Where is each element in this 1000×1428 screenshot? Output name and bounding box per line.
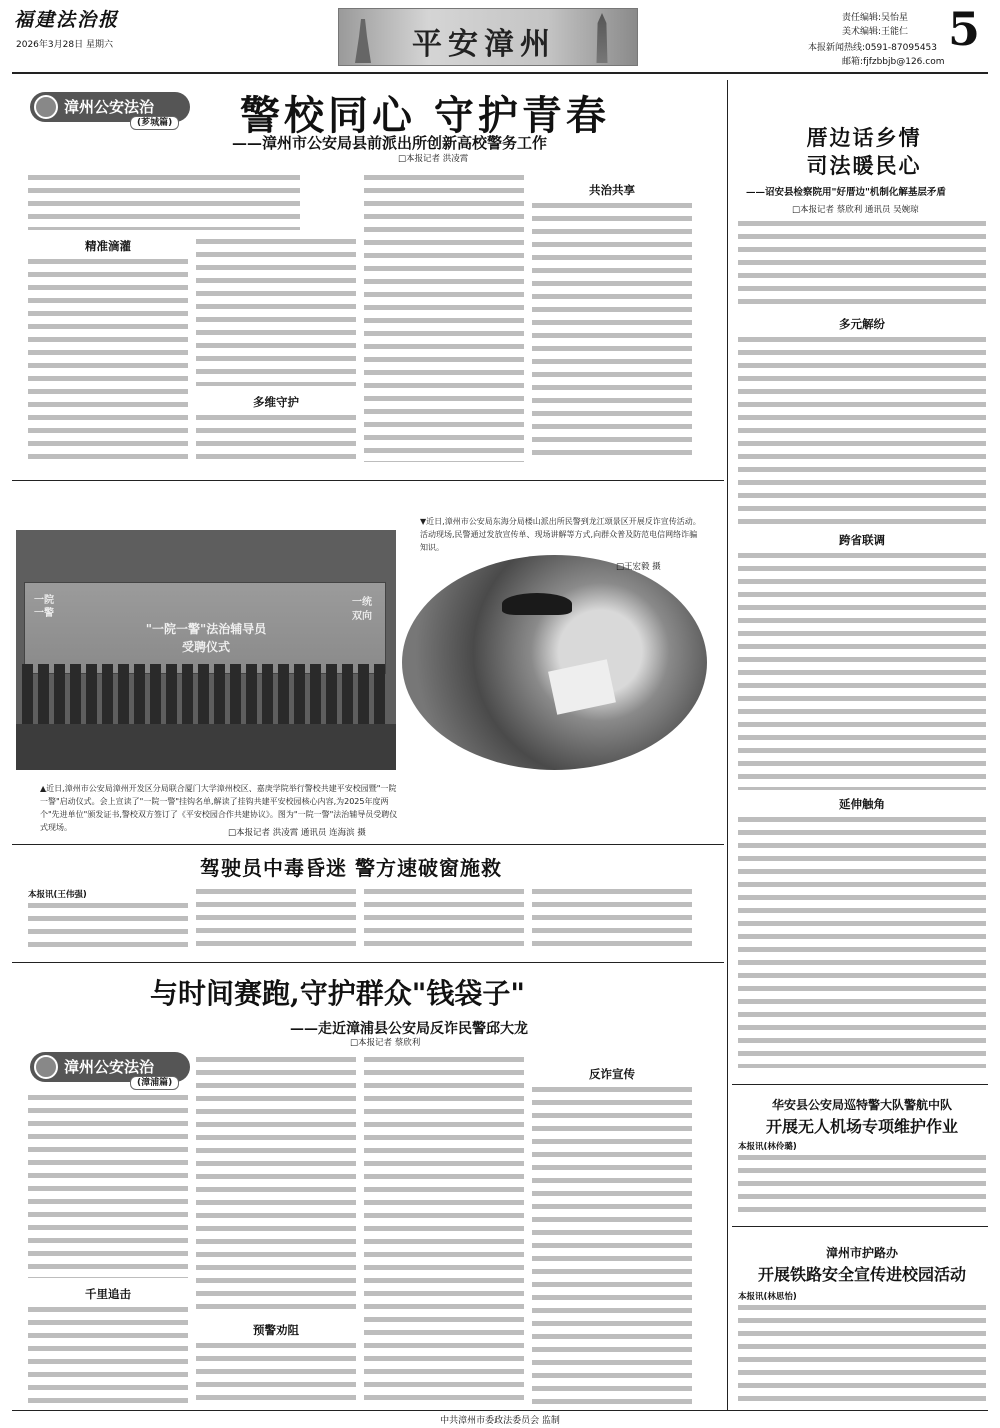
right-article-title-1: 厝边话乡情 (806, 125, 922, 150)
brief-divider-1 (732, 1084, 988, 1085)
right-text-1 (738, 218, 986, 308)
section-badge-xiangcheng (30, 92, 190, 128)
footer-divider (12, 1410, 988, 1411)
hotline: 本报新闻热线:0591-87095453 (808, 43, 937, 53)
leaflet-icon (548, 659, 616, 715)
patrol-credit: □王宏毅 摄 (616, 562, 661, 572)
email: 邮箱:fjfzbbjb@126.com (842, 57, 945, 67)
right-heading-1: 多元解纷 (839, 317, 885, 331)
masthead (0, 0, 1000, 70)
main-article-lead (28, 172, 300, 230)
brief1-text (738, 1152, 986, 1216)
badge-label: 漳州公安法治 (64, 1058, 155, 1076)
right-article-subtitle: ——诏安县检察院用"好厝边"机制化解基层矛盾 (746, 187, 946, 198)
wallet-col1-text-b (28, 1304, 188, 1406)
photo-screen-main-text: "一院一警"法治辅导员 受聘仪式 (145, 622, 267, 654)
wallet-col2-text-b (196, 1340, 356, 1406)
brief2-lead: 本报讯(林思怡) (738, 1292, 797, 1302)
wallet-col4-text (532, 1084, 692, 1406)
ceremony-caption: ▲近日,漳州市公安局漳州开发区分局联合厦门大学漳州校区、嘉庚学院举行警校共建平安校园暨"一院一警"启动仪式。会上宣读了"一院一警"挂钩名单,解读了挂钩共建平安校园核心内容,为2025年度两个"先进单位"颁发证书,警校双方签订了《平安校园合作共建协议》。图为"一院一警"法治辅导员受聘仪式现场。 (40, 784, 398, 832)
page-number: 5 (948, 2, 981, 56)
main-article-subtitle: ——漳州市公安局县前派出所创新高校警务工作 (232, 134, 548, 152)
right-heading-2: 跨省联调 (839, 533, 885, 547)
brief1-kicker: 华安县公安局巡特警大队警航中队 (771, 1098, 952, 1112)
editor-2: 美术编辑:王能仁 (842, 27, 909, 37)
wallet-article-subtitle: ——走近漳浦县公安局反诈民警邱大龙 (290, 1021, 528, 1037)
police-emblem-icon (34, 1055, 58, 1079)
police-emblem-icon (34, 95, 58, 119)
wallet-heading-2: 预警劝阻 (253, 1323, 299, 1337)
right-text-4 (738, 814, 986, 1068)
main-heading-3: 共治共享 (589, 183, 635, 197)
officer-cap-icon (502, 593, 572, 615)
right-text-2 (738, 334, 986, 528)
driver-article-title: 驾驶员中毒昏迷 警方速破窗施救 (200, 856, 502, 880)
brief-divider-2 (732, 1226, 988, 1227)
wallet-article-byline: □本报记者 蔡欣利 (350, 1038, 421, 1048)
main-col4-text (532, 200, 692, 462)
wallet-heading-3: 反诈宣传 (589, 1067, 635, 1081)
masthead-divider (12, 72, 988, 74)
section-banner (338, 8, 638, 66)
right-text-3 (738, 550, 986, 790)
statue-icon (353, 19, 373, 63)
right-article-byline: □本报记者 蔡欣利 通讯员 吴婉琼 (792, 205, 919, 215)
wallet-heading-1: 千里追击 (85, 1287, 131, 1301)
ceremony-credit: □本报记者 洪凌霄 通讯员 连海滨 摄 (228, 828, 366, 838)
brief2-title: 开展铁路安全宣传进校园活动 (757, 1265, 966, 1284)
main-article-title: 警校同心 守护青春 (240, 92, 610, 139)
wallet-col1-text-a (28, 1092, 188, 1278)
main-heading-2: 多维守护 (253, 395, 299, 409)
tower-icon (591, 13, 613, 63)
wallet-col3-text (364, 1054, 524, 1406)
driver-col2-text (196, 886, 356, 952)
section-title: 平安漳州 (412, 27, 556, 62)
paper-name: 福建法治报 (14, 9, 120, 31)
patrol-photo (402, 555, 707, 770)
right-article-title-2: 司法暖民心 (806, 153, 922, 178)
wallet-col2-text-a (196, 1054, 356, 1316)
section-badge-zhangpu (30, 1052, 190, 1088)
photo-people-row (22, 664, 390, 724)
badge-sub: (漳浦篇) (130, 1076, 179, 1090)
wallet-article-title: 与时间赛跑,守护群众"钱袋子" (150, 977, 525, 1010)
photo-screen-right-text: 一统 双向 (352, 597, 372, 622)
footer-supervisor: 中共漳州市委政法委员会 监制 (440, 1416, 560, 1426)
right-heading-3: 延伸触角 (839, 797, 885, 811)
issue-date: 2026年3月28日 星期六 (16, 40, 113, 50)
main-article-byline: □本报记者 洪凌霄 (398, 154, 469, 164)
driver-divider (12, 962, 724, 963)
driver-col3-text (364, 886, 524, 952)
patrol-caption: ▼近日,漳州市公安局东海分局楼山派出所民警到龙江颂景区开展反诈宣传活动。活动现场,民警通过发放宣传单、现场讲解等方式,向群众普及防范电信网络诈骗知识。 (420, 517, 701, 552)
photo-stage (16, 724, 396, 770)
brief1-lead: 本报讯(林伶璐) (738, 1142, 797, 1152)
main-col3-text (364, 172, 524, 462)
main-col2-text-a (196, 236, 356, 386)
main-col1-text (28, 256, 188, 464)
badge-sub: (芗城篇) (130, 116, 179, 130)
photo-screen-left-text: 一院一警 (34, 595, 54, 619)
badge-label: 漳州公安法治 (64, 98, 155, 116)
brief2-kicker: 漳州市护路办 (825, 1246, 898, 1260)
ceremony-photo (16, 530, 396, 770)
brief1-title: 开展无人机场专项维护作业 (765, 1117, 958, 1136)
editor-1: 责任编辑:吴怡星 (842, 13, 909, 23)
brief2-text (738, 1302, 986, 1406)
main-heading-1: 精准滴灌 (85, 239, 131, 253)
main-col2-text-b (196, 412, 356, 464)
main-article-divider (12, 480, 724, 481)
photo-divider (12, 844, 724, 845)
driver-col4-text (532, 886, 692, 952)
driver-article-lead: 本报讯(王伟强) (28, 890, 87, 900)
right-column-divider (727, 80, 728, 1410)
driver-col1-text (28, 900, 188, 952)
